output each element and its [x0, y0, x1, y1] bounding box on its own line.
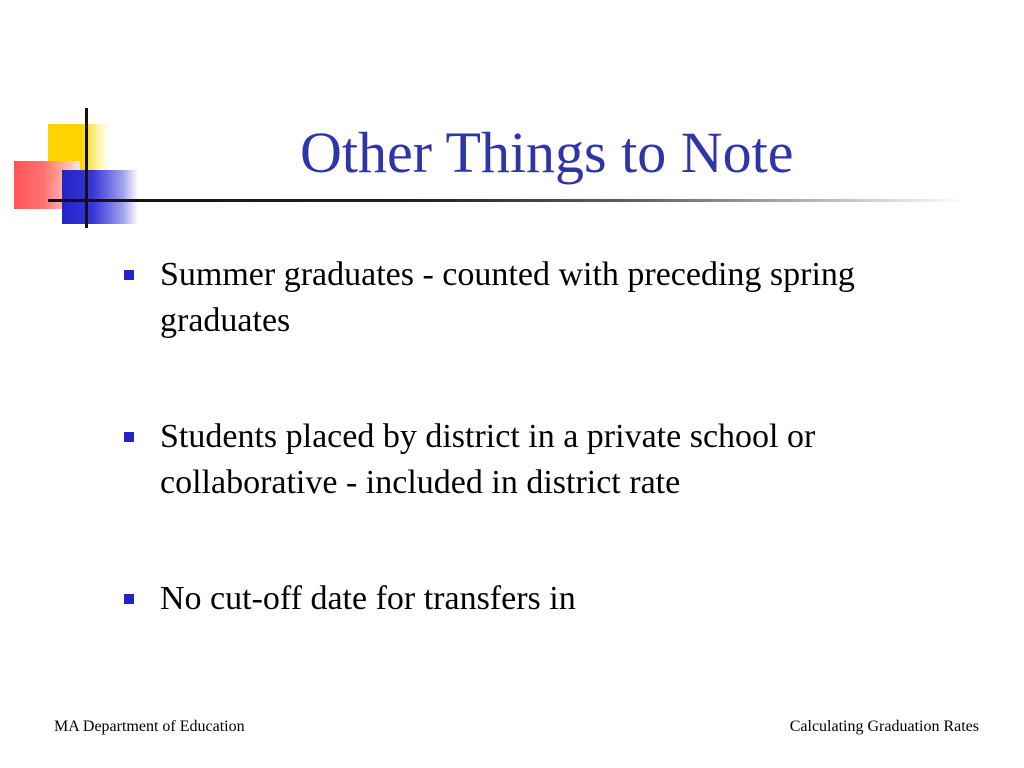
- bullet-text: Summer graduates - counted with preceding spring graduates: [160, 256, 855, 339]
- bullet-text: Students placed by district in a private school or collaborative - included in district rate: [160, 418, 816, 501]
- square-bullet-icon: [124, 432, 134, 442]
- vertical-rule: [85, 108, 88, 228]
- footer-organization: MA Department of Education: [54, 718, 245, 735]
- slide-logo-decoration: [0, 0, 160, 240]
- square-bullet-icon: [124, 270, 134, 280]
- bullet-item: [124, 414, 944, 506]
- bullet-list: [124, 252, 944, 622]
- bullet-item: [124, 576, 944, 622]
- bullet-text: No cut-off date for transfers in: [160, 580, 576, 617]
- blue-square-shape: [62, 170, 138, 224]
- footer-presentation-title: Calculating Graduation Rates: [789, 718, 979, 735]
- square-bullet-icon: [124, 594, 134, 604]
- bullet-item: [124, 252, 944, 344]
- title-underline-rule: [48, 199, 968, 202]
- slide-title: Other Things to Note: [300, 120, 794, 185]
